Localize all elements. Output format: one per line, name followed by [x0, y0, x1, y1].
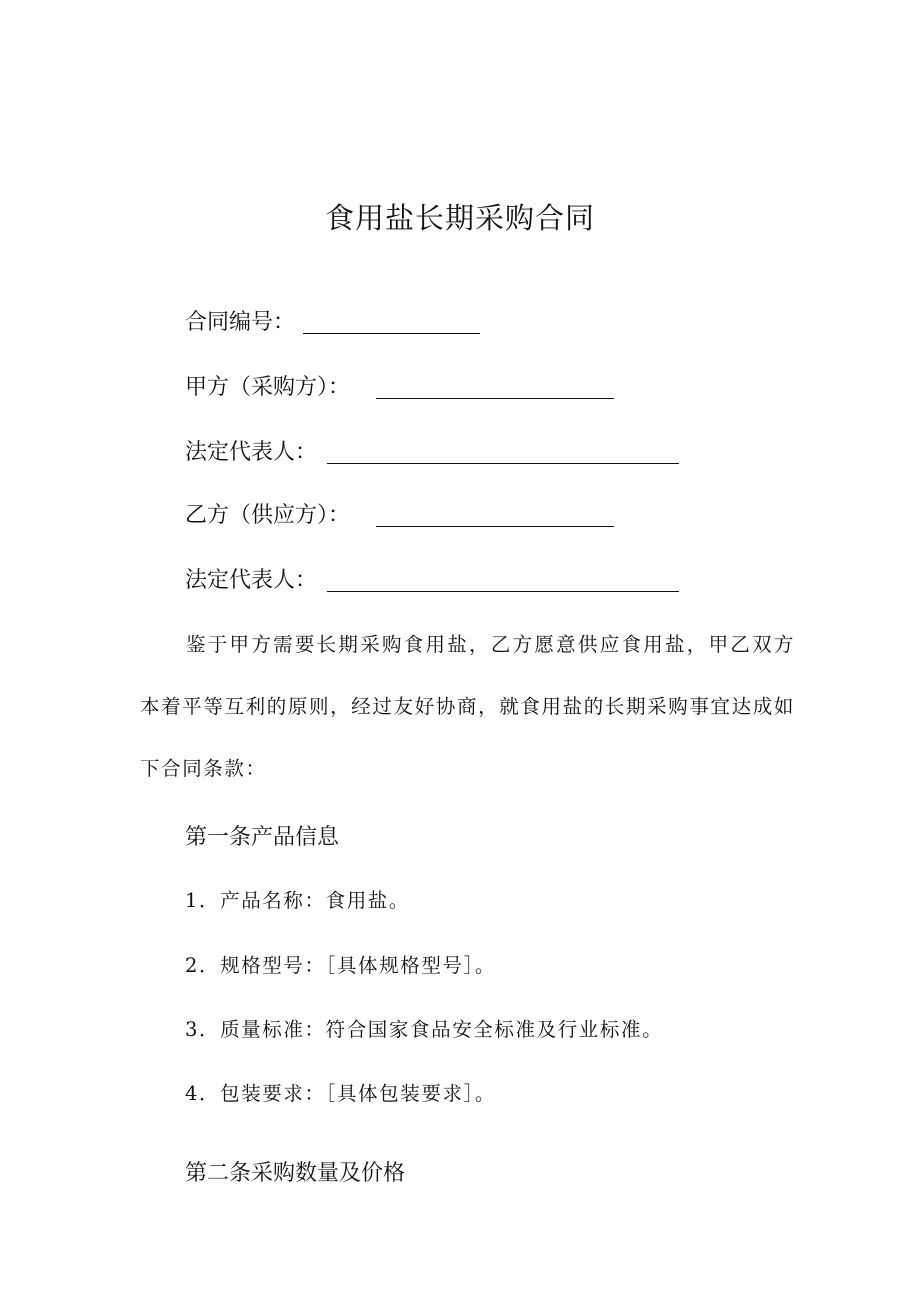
- field-label: 法定代表人：: [185, 568, 318, 593]
- field-label: 法定代表人：: [185, 440, 318, 465]
- document-title: 食用盐长期采购合同: [324, 201, 595, 235]
- list-item: 2．规格型号：［具体规格型号］。: [185, 954, 497, 977]
- party-b-field: [185, 499, 350, 533]
- party-a-field: [185, 371, 350, 405]
- blank-underline: [376, 398, 614, 399]
- blank-underline: [327, 463, 679, 464]
- blank-underline: [376, 526, 614, 527]
- list-item: 1．产品名称：食用盐。: [185, 889, 411, 912]
- field-label: 甲方（采购方）：: [185, 375, 351, 400]
- preamble-paragraph: 鉴于甲方需要长期采购食用盐，乙方愿意供应食用盐，甲乙双方本着平等互利的原则，经过友好协商，就食用盐的长期采购事宜达成如下合同条款：: [140, 633, 795, 780]
- section-heading: 第二条采购数量及价格: [185, 1161, 406, 1186]
- field-label: 合同编号：: [185, 310, 296, 335]
- list-item: 4．包装要求：［具体包装要求］。: [185, 1082, 497, 1105]
- section-heading: 第一条产品信息: [185, 825, 340, 850]
- party-a-representative-field: [185, 436, 317, 470]
- blank-underline: [327, 591, 679, 592]
- contract-number-field: [185, 306, 295, 340]
- field-label: 乙方（供应方）：: [185, 503, 351, 528]
- list-item: 3．质量标准：符合国家食品安全标准及行业标准。: [185, 1018, 664, 1041]
- party-b-representative-field: [185, 564, 317, 598]
- blank-underline: [303, 333, 480, 334]
